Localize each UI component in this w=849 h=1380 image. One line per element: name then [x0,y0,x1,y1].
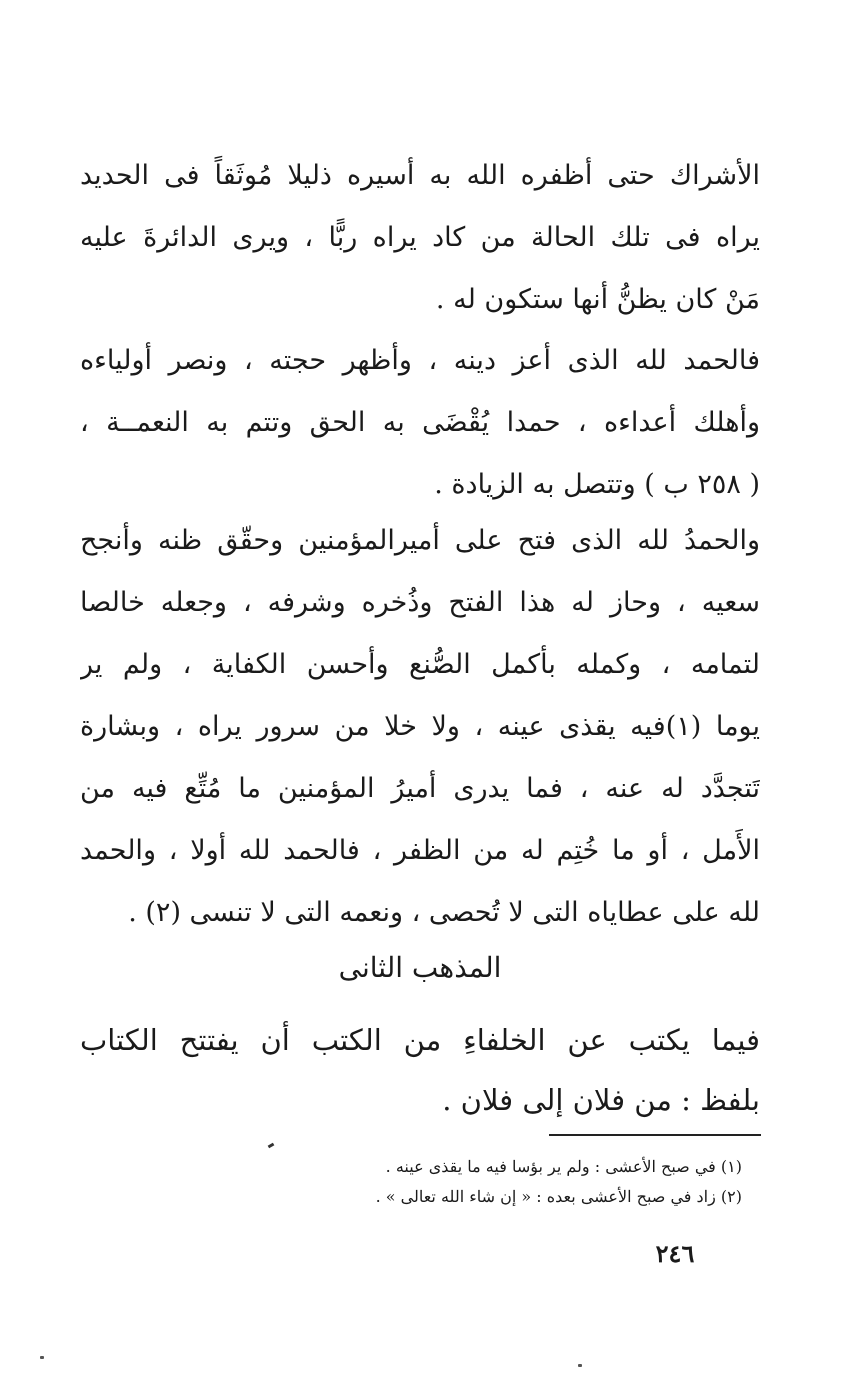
scan-speck [40,1356,44,1359]
text-line: الأَمل ، أو ما خُتِم له من الظفر ، فالحمد لله أولا ، والحمد [80,835,760,866]
scan-speck [578,1364,582,1367]
text-line: فيما يكتب عن الخلفاءِ من الكتب أن يفتتح الكتاب [80,1023,760,1057]
text-line: يراه فى تلك الحالة من كاد يراه ربًّا ، ويرى الدائرةَ عليه [80,222,760,253]
paragraph-2 [80,330,760,516]
paragraph-3 [80,510,760,944]
text-line: ( ٢٥٨ ب ) وتتصل به الزيادة . [434,469,760,500]
text-line: بلفظ : من فلان إلى فلان . [442,1083,760,1117]
section-heading: المذهب الثانى [338,951,502,984]
ink-mark [268,1143,275,1149]
text-line: تَتجدَّد له عنه ، فما يدرى أميرُ المؤمنين ما مُتِّع فيه من [80,773,760,804]
text-line: لتمامه ، وكمله بأكمل الصُّنع وأحسن الكفاية ، ولم ير [80,649,760,680]
footnotes [200,1152,742,1212]
footnote-2: (٢) زاد في صبح الأعشى بعده : « إن شاء الله تعالى » . [375,1187,742,1206]
text-line: يوما (١)فيه يقذى عينه ، ولا خلا من سرور يراه ، وبشارة [80,711,760,742]
footnote-1: (١) في صبح الأعشى : ولم ير بؤسا فيه ما يقذى عينه . [385,1157,742,1176]
text-line: فالحمد لله الذى أعز دينه ، وأظهر حجته ، ونصر أولياءه [80,345,760,376]
footnote-separator [549,1134,761,1136]
page-number: ٢٤٦ [655,1239,695,1268]
text-line: وأهلك أعداءه ، حمدا يُقْضَى به الحق وتتم به النعمــة ، [80,407,760,438]
paragraph-1 [80,145,760,331]
text-line: والحمدُ لله الذى فتح على أميرالمؤمنين وحقّق ظنه وأنجح [80,525,760,556]
text-line: سعيه ، وحاز له هذا الفتح وذُخره وشرفه ، وجعله خالصا [80,587,760,618]
text-line: مَنْ كان يظنُّ أنها ستكون له . [435,284,760,315]
text-line: لله على عطاياه التى لا تُحصى ، ونعمه التى لا تنسى (٢) . [128,897,760,928]
text-line: الأشراك حتى أظفره الله به أسيره ذليلا مُوثَقاً فى الحديد [80,160,760,191]
paragraph-4 [80,1010,760,1130]
